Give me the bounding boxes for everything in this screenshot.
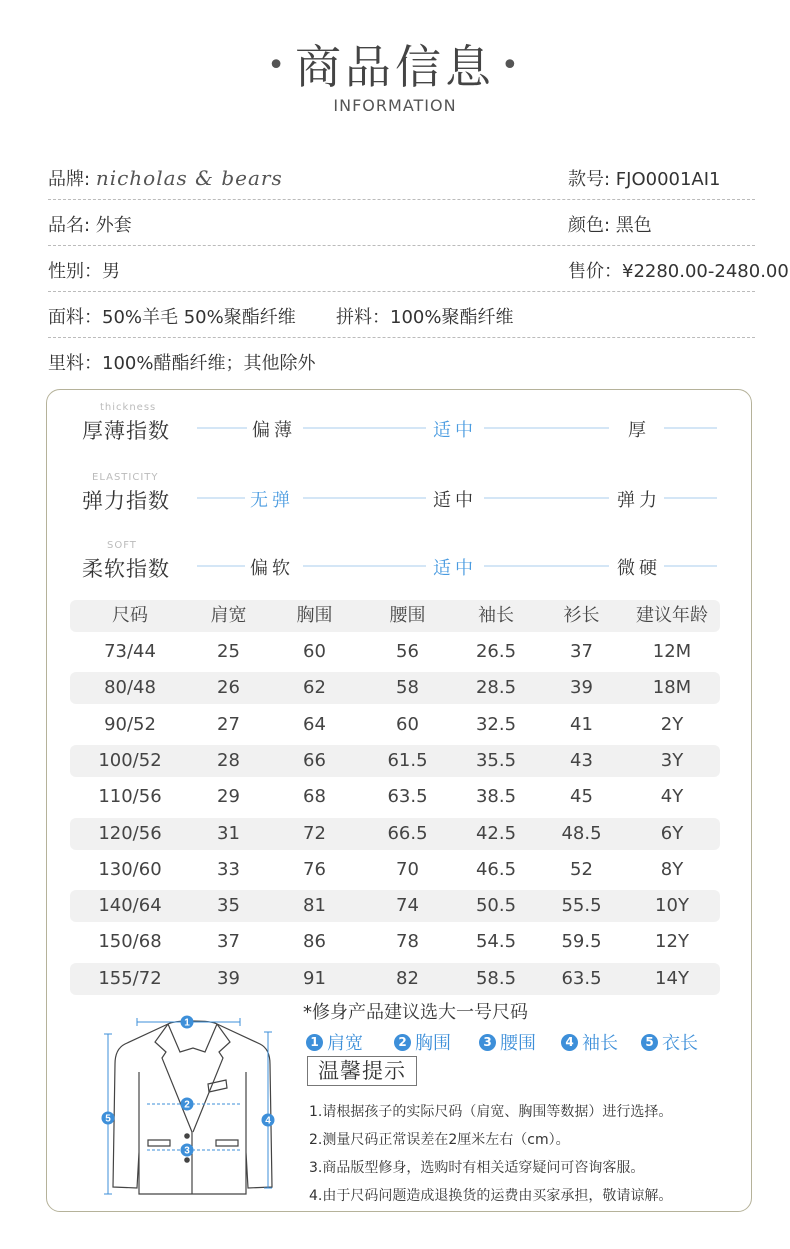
table-cell: 58.5 xyxy=(475,967,517,989)
tips-title: 温馨提示 xyxy=(307,1056,417,1086)
table-cell: 110/56 xyxy=(98,786,162,808)
table-cell: 25 xyxy=(217,641,240,662)
table-cell: 18M xyxy=(652,677,692,699)
table-cell: 45 xyxy=(570,786,593,808)
table-header-cell: 建议年龄 xyxy=(636,605,708,626)
table-cell: 35 xyxy=(217,895,240,917)
index-option: 偏薄 xyxy=(252,420,296,441)
measurement-legend-item xyxy=(641,1029,698,1055)
table-cell: 4Y xyxy=(660,786,684,808)
table-cell: 100/52 xyxy=(98,749,162,771)
table-cell: 26.5 xyxy=(475,641,517,662)
table-cell: 3Y xyxy=(660,749,684,771)
table-header-cell: 腰围 xyxy=(389,605,426,626)
index-line xyxy=(303,565,426,567)
measurement-label: 袖长 xyxy=(582,1033,618,1054)
jacket-diagram xyxy=(100,1012,285,1202)
price-field: 售价：¥2280.00-2480.00 xyxy=(568,261,789,282)
table-cell: 76 xyxy=(303,858,326,880)
index-en-label: thickness xyxy=(100,402,157,413)
table-row xyxy=(70,745,720,777)
page-title xyxy=(0,38,790,95)
measurement-label: 胸围 xyxy=(415,1033,451,1054)
table-cell: 72 xyxy=(303,822,326,844)
svg-text:1: 1 xyxy=(184,1017,190,1029)
title-dot-right: • xyxy=(501,48,523,83)
table-cell: 63.5 xyxy=(387,786,428,808)
table-cell: 56 xyxy=(396,641,419,662)
index-option: 偏软 xyxy=(250,558,294,579)
svg-text:4: 4 xyxy=(265,1115,271,1127)
lining-field: 里料：100%醋酯纤维；其他除外 xyxy=(48,353,316,374)
table-row xyxy=(70,672,720,704)
table-cell: 31 xyxy=(217,822,240,844)
measurement-number-badge: 3 xyxy=(479,1034,496,1051)
brand-field xyxy=(48,165,283,191)
table-cell: 38.5 xyxy=(475,786,517,808)
index-line xyxy=(303,497,426,499)
table-cell: 55.5 xyxy=(561,895,602,917)
table-cell: 82 xyxy=(396,967,419,989)
table-cell: 12Y xyxy=(655,931,689,953)
table-cell: 48.5 xyxy=(561,822,602,844)
table-cell: 39 xyxy=(217,967,240,989)
table-cell: 81 xyxy=(303,895,326,917)
table-row xyxy=(70,636,720,668)
page-subtitle: INFORMATION xyxy=(333,96,457,115)
index-option: 厚 xyxy=(628,420,650,441)
size-note: *修身产品建议选大一号尺码 xyxy=(303,1002,528,1023)
table-row xyxy=(70,781,720,813)
info-row-gender xyxy=(48,245,789,292)
table-cell: 12M xyxy=(652,641,692,662)
product-name-field: 品名: 外套 xyxy=(48,215,132,236)
table-cell: 120/56 xyxy=(98,822,162,844)
table-cell: 52 xyxy=(570,858,593,880)
table-cell: 60 xyxy=(303,641,326,662)
table-cell: 63.5 xyxy=(561,967,602,989)
table-cell: 73/44 xyxy=(104,641,156,662)
table-cell: 54.5 xyxy=(475,931,517,953)
table-cell: 150/68 xyxy=(98,931,162,953)
table-header-cell: 衫长 xyxy=(563,605,600,626)
index-option-selected: 适中 xyxy=(433,420,477,441)
measurement-number-badge: 5 xyxy=(641,1034,658,1051)
table-cell: 41 xyxy=(570,713,593,735)
brand-label: 品牌: xyxy=(48,169,91,190)
table-cell: 140/64 xyxy=(98,895,162,917)
table-cell: 66.5 xyxy=(387,822,428,844)
table-cell: 42.5 xyxy=(475,822,517,844)
sku-field: 款号: FJO0001AI1 xyxy=(568,169,721,190)
measurement-legend-item xyxy=(394,1029,451,1055)
table-cell: 27 xyxy=(217,713,240,735)
table-cell: 6Y xyxy=(660,822,684,844)
index-option-selected: 适中 xyxy=(433,558,477,579)
table-row xyxy=(70,890,720,922)
table-header-cell: 尺码 xyxy=(112,605,148,626)
table-cell: 64 xyxy=(303,713,326,735)
table-row xyxy=(70,709,720,741)
table-cell: 43 xyxy=(570,749,593,771)
table-header-cell: 袖长 xyxy=(478,605,514,626)
measurement-legend-item xyxy=(306,1029,363,1055)
index-en-label: ELASTICITY xyxy=(92,472,159,483)
index-line xyxy=(664,427,717,429)
tip-item: 1.请根据孩子的实际尺码（肩宽、胸围等数据）进行选择。 xyxy=(309,1104,673,1120)
panel-field: 拼料：100%聚酯纤维 xyxy=(336,307,514,328)
table-cell: 61.5 xyxy=(387,749,428,771)
table-cell: 26 xyxy=(217,677,240,699)
table-cell: 10Y xyxy=(655,895,689,917)
table-row xyxy=(70,818,720,850)
table-cell: 62 xyxy=(303,677,326,699)
table-cell: 14Y xyxy=(655,967,689,989)
table-header-cell: 胸围 xyxy=(296,605,333,626)
index-en-label: SOFT xyxy=(107,540,137,551)
title-dot-left: • xyxy=(267,48,289,83)
index-line xyxy=(484,427,609,429)
table-cell: 86 xyxy=(303,931,326,953)
index-option: 微硬 xyxy=(617,558,661,579)
table-cell: 91 xyxy=(303,967,326,989)
table-cell: 29 xyxy=(217,786,240,808)
measurement-label: 腰围 xyxy=(500,1033,536,1054)
table-cell: 2Y xyxy=(660,713,684,735)
table-cell: 60 xyxy=(396,713,419,735)
table-cell: 50.5 xyxy=(475,895,517,917)
svg-text:3: 3 xyxy=(184,1145,190,1157)
table-cell: 39 xyxy=(570,677,593,699)
table-cell: 58 xyxy=(396,677,419,699)
table-row xyxy=(70,926,720,958)
tip-item: 2.测量尺码正常误差在2厘米左右（cm）。 xyxy=(309,1132,570,1148)
index-line xyxy=(197,565,245,567)
index-line xyxy=(664,565,717,567)
table-cell: 155/72 xyxy=(98,967,162,989)
table-cell: 32.5 xyxy=(475,713,517,735)
table-cell: 130/60 xyxy=(98,858,162,880)
measurement-legend-item xyxy=(561,1029,618,1055)
index-line xyxy=(484,565,609,567)
table-cell: 66 xyxy=(303,749,326,771)
table-cell: 78 xyxy=(396,931,419,953)
measurement-label: 肩宽 xyxy=(327,1033,363,1054)
table-cell: 74 xyxy=(396,895,419,917)
index-line xyxy=(197,427,247,429)
table-cell: 37 xyxy=(217,931,240,953)
index-line xyxy=(484,497,609,499)
table-cell: 28 xyxy=(217,749,240,771)
table-cell: 70 xyxy=(396,858,419,880)
title-text: 商品信息 xyxy=(295,40,495,94)
table-row xyxy=(70,963,720,995)
info-row-name xyxy=(48,199,755,246)
fabric-field: 面料：50%羊毛 50%聚酯纤维 xyxy=(48,307,296,328)
index-option: 适中 xyxy=(433,490,477,511)
table-cell: 8Y xyxy=(660,858,684,880)
measurement-label: 衣长 xyxy=(662,1033,698,1054)
index-label-thickness: 厚薄指数 xyxy=(82,419,170,443)
table-cell: 35.5 xyxy=(475,749,517,771)
info-row-brand xyxy=(48,153,755,200)
table-cell: 28.5 xyxy=(475,677,517,699)
table-cell: 59.5 xyxy=(561,931,602,953)
tip-item: 3.商品版型修身，选购时有相关适穿疑问可咨询客服。 xyxy=(309,1160,645,1176)
table-header-row xyxy=(70,600,720,632)
color-field: 颜色: 黑色 xyxy=(568,215,652,236)
info-row-fabric xyxy=(48,291,755,338)
index-line xyxy=(303,427,426,429)
measurement-legend-item xyxy=(479,1029,536,1055)
table-cell: 90/52 xyxy=(104,713,156,735)
index-line xyxy=(664,497,717,499)
svg-text:5: 5 xyxy=(105,1113,111,1125)
table-cell: 68 xyxy=(303,786,326,808)
table-header-cell: 肩宽 xyxy=(210,605,247,626)
tip-item: 4.由于尺码问题造成退换货的运费由买家承担，敬请谅解。 xyxy=(309,1188,673,1204)
svg-text:2: 2 xyxy=(184,1099,190,1111)
measurement-number-badge: 1 xyxy=(306,1034,323,1051)
table-cell: 46.5 xyxy=(475,858,517,880)
table-row xyxy=(70,854,720,886)
index-option: 弹力 xyxy=(617,490,661,511)
table-cell: 33 xyxy=(217,858,240,880)
measurement-number-badge: 2 xyxy=(394,1034,411,1051)
gender-field: 性别：男 xyxy=(48,261,120,282)
brand-value: nicholas & bears xyxy=(95,166,283,190)
index-option-selected: 无弹 xyxy=(250,490,294,511)
measurement-number-badge: 4 xyxy=(561,1034,578,1051)
index-label-softness: 柔软指数 xyxy=(82,557,170,581)
table-cell: 37 xyxy=(570,641,593,662)
index-label-elasticity: 弹力指数 xyxy=(82,489,170,513)
index-line xyxy=(197,497,245,499)
table-cell: 80/48 xyxy=(104,677,156,699)
